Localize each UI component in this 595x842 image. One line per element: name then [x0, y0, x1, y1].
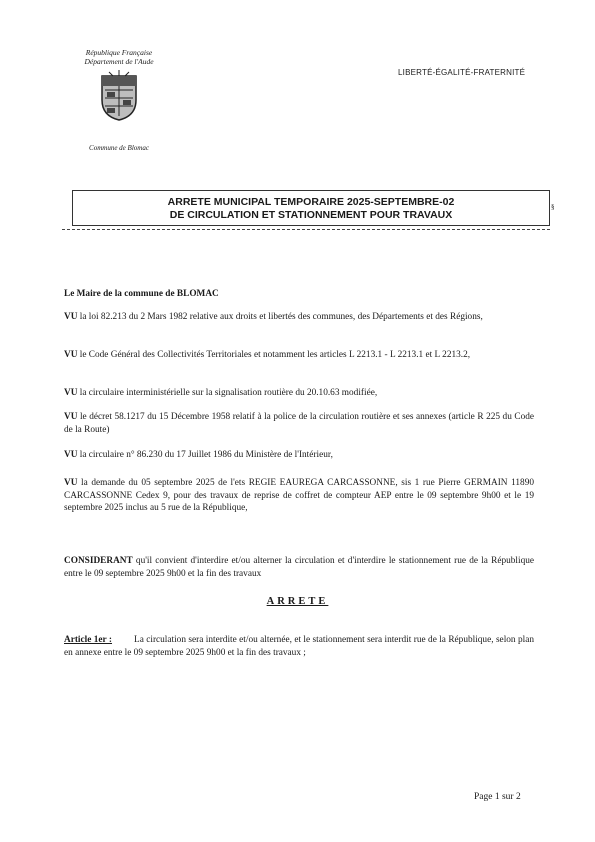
title-box	[72, 190, 550, 226]
motto: LIBERTÉ-ÉGALITÉ-FRATERNITÉ	[398, 68, 526, 77]
edge-mark: §	[551, 203, 555, 211]
maire-line: Le Maire de la commune de BLOMAC	[64, 289, 219, 299]
title-line-1: ARRETE MUNICIPAL TEMPORAIRE 2025-SEPTEMBRE-02	[167, 196, 455, 208]
vu-item: VU la circulaire interministérielle sur la signalisation routière du 20.10.63 modifiée,	[64, 388, 378, 398]
title-line-2: DE CIRCULATION ET STATIONNEMENT POUR TRAVAUX	[169, 209, 453, 221]
coat-of-arms-icon	[99, 70, 139, 122]
commune-label: Commune de Blomac	[89, 144, 149, 152]
header-left	[54, 48, 184, 152]
considerant: CONSIDERANT qu'il convient d'interdire et/ou alterner la circulation et d'interdire le stationnement rue de la République entre le 09 septembre 2025 9h00 et la fin des travaux	[64, 556, 534, 579]
vu-item: VU la demande du 05 septembre 2025 de l'ets REGIE EAUREGA CARCASSONNE, sis 1 rue Pierre GERMAIN 11890 CARCASSONNE Cedex 9, pour des travaux de reprise de coffret de compteur AEP entre le 09 septembre 9h00 et le 19 septembre 2025 inclus au 5 rue de la République,	[64, 478, 534, 513]
republique-label: République Française	[85, 48, 153, 57]
arrete-heading: ARRETE	[266, 596, 329, 607]
departement-label: Département de l'Aude	[84, 57, 154, 66]
article-1	[64, 634, 534, 659]
divider	[62, 229, 550, 230]
vu-item: VU le décret 58.1217 du 15 Décembre 1958 relatif à la police de la circulation routière et ses annexes (article R 225 du Code de la Route)	[64, 412, 534, 435]
vu-item: VU la circulaire n° 86.230 du 17 Juillet 1986 du Ministère de l'Intérieur,	[64, 450, 333, 460]
vu-item: VU le Code Général des Collectivités Territoriales et notamment les articles L 2213.1 - L 2213.1 et L 2213.2,	[64, 350, 471, 360]
vu-item: VU la loi 82.213 du 2 Mars 1982 relative aux droits et libertés des communes, des Départements et des Régions,	[64, 312, 483, 322]
page-number: Page 1 sur 2	[474, 792, 521, 802]
article-label: Article 1er :	[64, 635, 113, 645]
article-text: La circulation sera interdite et/ou alternée, et le stationnement sera interdit rue de la République, selon plan en annexe entre le 09 septembre 2025 9h00 et la fin des travaux ;	[64, 635, 534, 658]
